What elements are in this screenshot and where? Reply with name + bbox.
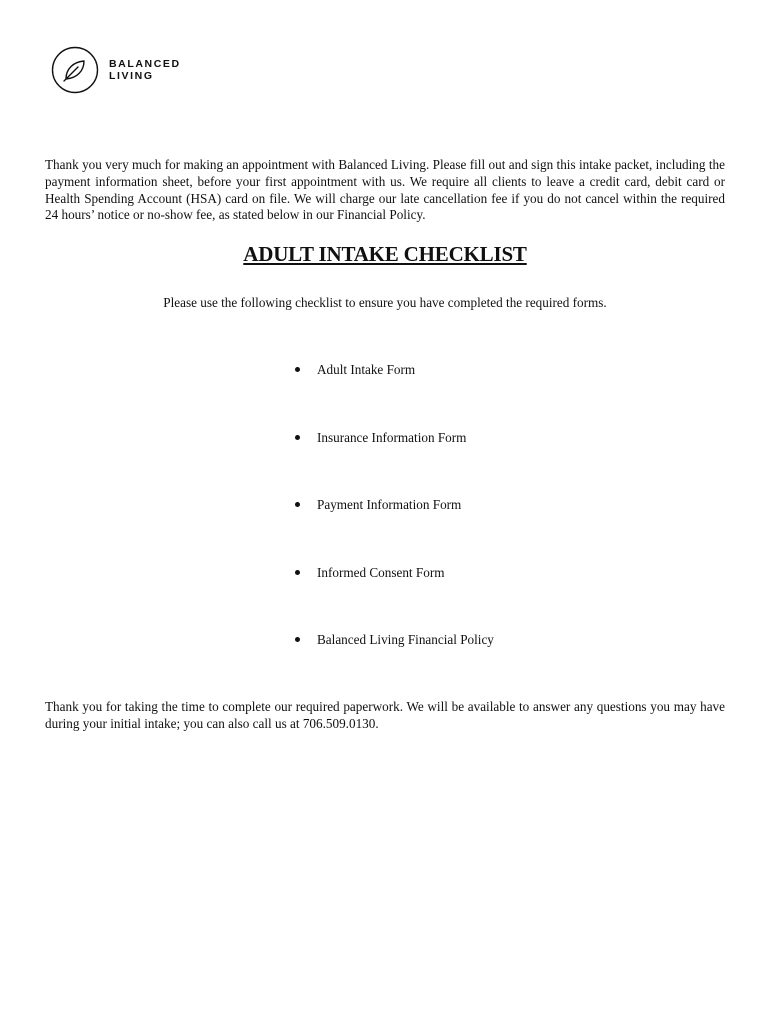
logo-wordmark	[109, 58, 181, 82]
page-title: ADULT INTAKE CHECKLIST	[243, 242, 527, 266]
bullet-icon	[295, 367, 300, 372]
checklist-item-label: Insurance Information Form	[317, 430, 467, 445]
checklist-item-label: Balanced Living Financial Policy	[317, 632, 494, 647]
closing-paragraph: Thank you for taking the time to complete our required paperwork. We will be available to answer any questions you may have during your initial intake; you can also call us at 706.509.0130.	[45, 699, 725, 731]
intro-paragraph: Thank you very much for making an appointment with Balanced Living. Please fill out and sign this intake packet, including the payment information sheet, before your first appointment with us. We require all clients to leave a credit card, debit card or Health Spending Account (HSA) card on file. We will charge our late cancellation fee if you do not cancel within the required 24 hours’ notice or no-show fee, as stated below in our Financial Policy.	[45, 157, 725, 223]
checklist-item-label: Informed Consent Form	[317, 565, 445, 580]
logo-line-2: LIVING	[109, 70, 154, 82]
logo-line-1: BALANCED	[109, 58, 181, 70]
checklist-instructions: Please use the following checklist to ensure you have completed the required forms.	[163, 295, 607, 310]
leaf-in-circle-icon	[51, 46, 99, 94]
bullet-icon	[295, 502, 300, 507]
bullet-icon	[295, 435, 300, 440]
checklist-item-label: Payment Information Form	[317, 497, 462, 512]
bullet-icon	[295, 637, 300, 642]
bullet-icon	[295, 570, 300, 575]
brand-logo	[51, 46, 181, 94]
checklist-item-label: Adult Intake Form	[317, 362, 416, 377]
